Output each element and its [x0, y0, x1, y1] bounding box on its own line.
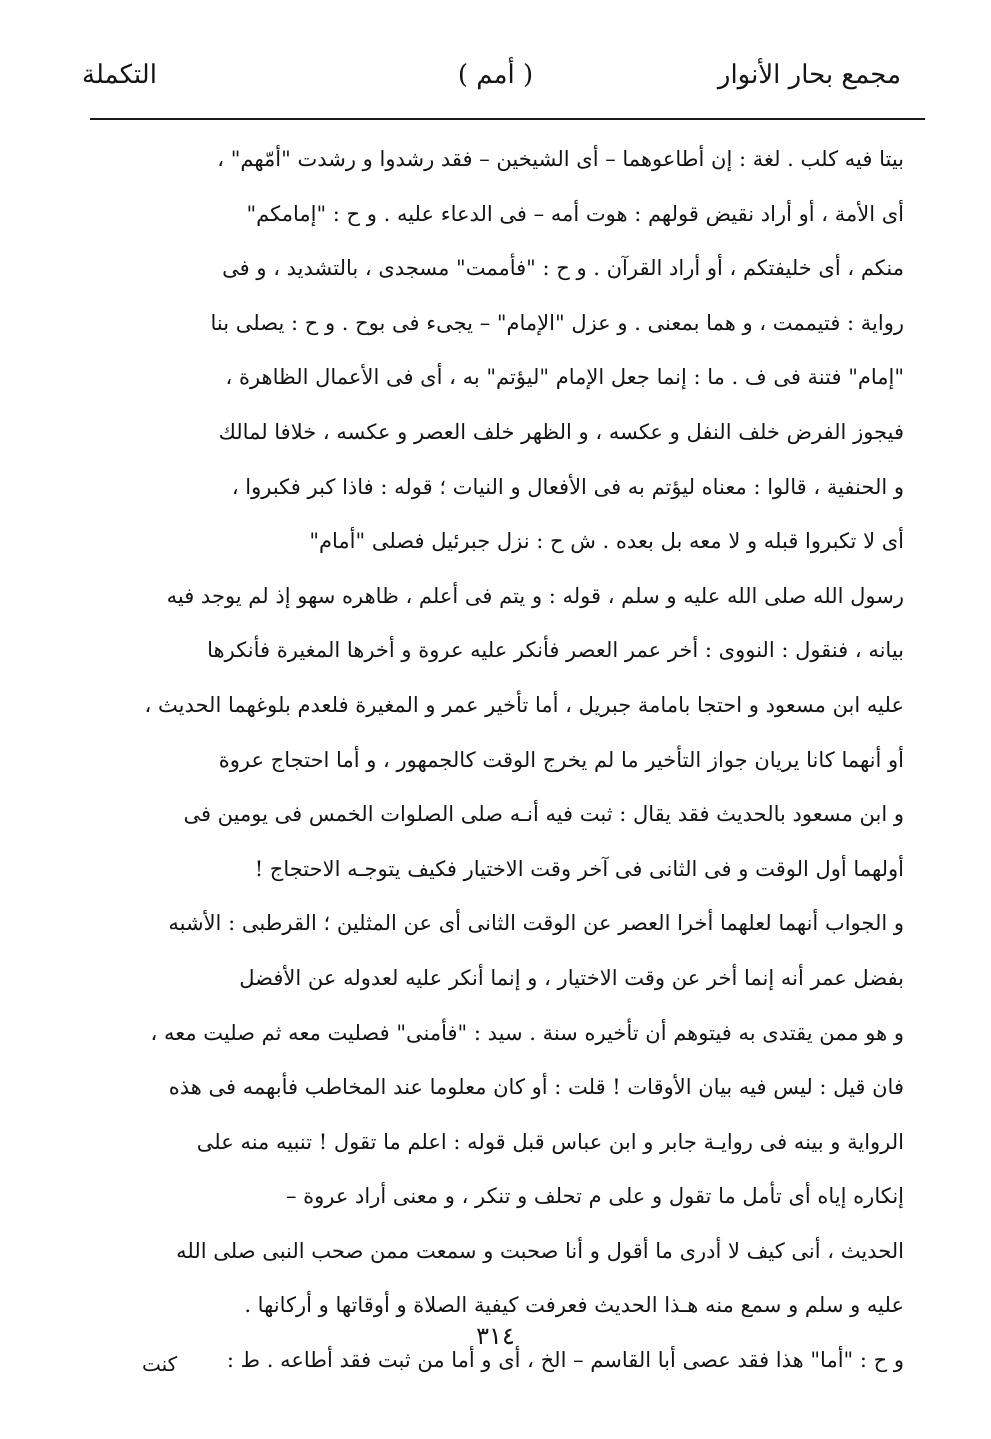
text-line: أولهما أول الوقت و فى الثانى فى آخر وقت الاختيار فكيف يتوجـه الاحتجاج ! [254, 856, 904, 881]
text-line: "إمام" فتنة فى ف . ما : إنما جعل الإمام "ليؤتم" به ، أى فى الأعمال الظاهرة ، [225, 365, 904, 390]
text-line: عليه ابن مسعود و احتجا بامامة جبريل ، أما تأخير عمر و المغيرة فلعدم بلوغهما الحديث ، [144, 692, 904, 717]
text-line: أى الأمة ، أو أراد نقيض قولهم : هوت أمه – فى الدعاء عليه . و ح : "إمامكم" [246, 201, 904, 226]
text-line: رسول الله صلى الله عليه و سلم ، قوله : و يتم فى أعلم ، ظاهره سهو إذ لم يوجد فيه [166, 583, 904, 608]
text-line: أى لا تكبروا قبله و لا معه بل بعده . ش ح : نزل جبرئيل فصلى "أمام" [309, 529, 904, 554]
running-header [0, 46, 991, 106]
text-line: فيجوز الفرض خلف النفل و عكسه ، و الظهر خلف العصر و عكسه ، خلافا لمالك [218, 419, 904, 444]
entry-heading: ( أمم ) [457, 60, 534, 90]
catchword: كنت [142, 1352, 178, 1376]
text-line: و ابن مسعود بالحديث فقد يقال : ثبت فيه أنـه صلى الصلوات الخمس فى يومين فى [183, 802, 904, 827]
text-line: و هو ممن يقتدى به فيتوهم أن تأخيره سنة . سيد : "فأمنى" فصليت معه ثم صليت معه ، [150, 1020, 904, 1045]
text-line: فان قيل : ليس فيه بيان الأوقات ! قلت : أو كان معلوما عند المخاطب فأبهمه فى هذه [168, 1075, 904, 1100]
text-line: و الحنفية ، قالوا : معناه ليؤتم به فى الأفعال و النيات ؛ قوله : فاذا كبر فكبروا ، [231, 474, 904, 499]
header-rule [90, 118, 925, 120]
text-line: الحديث ، أنى كيف لا أدرى ما أقول و أنا صحبت و سمعت ممن صحب النبى صلى الله [176, 1238, 904, 1263]
body-text [96, 132, 904, 1388]
text-line: عليه و سلم و سمع منه هـذا الحديث فعرفت كيفية الصلاة و أوقاتها و أركانها . [244, 1293, 904, 1318]
text-line: رواية : فتيممت ، و هما بمعنى . و عزل "الإمام" – يجىء فى بوح . و ح : يصلى بنا [210, 310, 904, 335]
text-line: أو أنهما كانا يريان جواز التأخير ما لم يخرج الوقت كالجمهور ، و أما احتجاج عروة [218, 747, 904, 772]
page-number: ٣١٤ [476, 1322, 515, 1350]
text-line: و ح : "أما" هذا فقد عصى أبا القاسم – الخ ، أى و أما من ثبت فقد أطاعه . ط : [226, 1348, 904, 1373]
text-line: منكم ، أى خليفتكم ، أو أراد القرآن . و ح : "فأممت" مسجدى ، بالتشديد ، و فى [222, 256, 904, 281]
section-title: التكملة [82, 60, 157, 90]
text-line: بفضل عمر أنه إنما أخر عن وقت الاختيار ، و إنما أنكر عليه لعدوله عن الأفضل [239, 965, 904, 990]
text-line: و الجواب أنهما لعلهما أخرا العصر عن الوقت الثانى أى عن المثلين ؛ القرطبى : الأشبه [168, 911, 904, 936]
text-line: بيانه ، فنقول : النووى : أخر عمر العصر فأنكر عليه عروة و أخرها المغيرة فأنكرها [207, 638, 904, 663]
book-title: مجمع بحار الأنوار [717, 60, 901, 90]
text-line: الرواية و بينه فى روايـة جابر و ابن عباس قبل قوله : اعلم ما تقول ! تنبيه منه على [196, 1129, 904, 1154]
text-line: إنكاره إياه أى تأمل ما تقول و على م تحلف و تنكر ، و معنى أراد عروة – [285, 1184, 904, 1209]
text-line: بيتا فيه كلب . لغة : إن أطاعوهما – أى الشيخين – فقد رشدوا و رشدت "أمّهم" ، [217, 147, 904, 171]
